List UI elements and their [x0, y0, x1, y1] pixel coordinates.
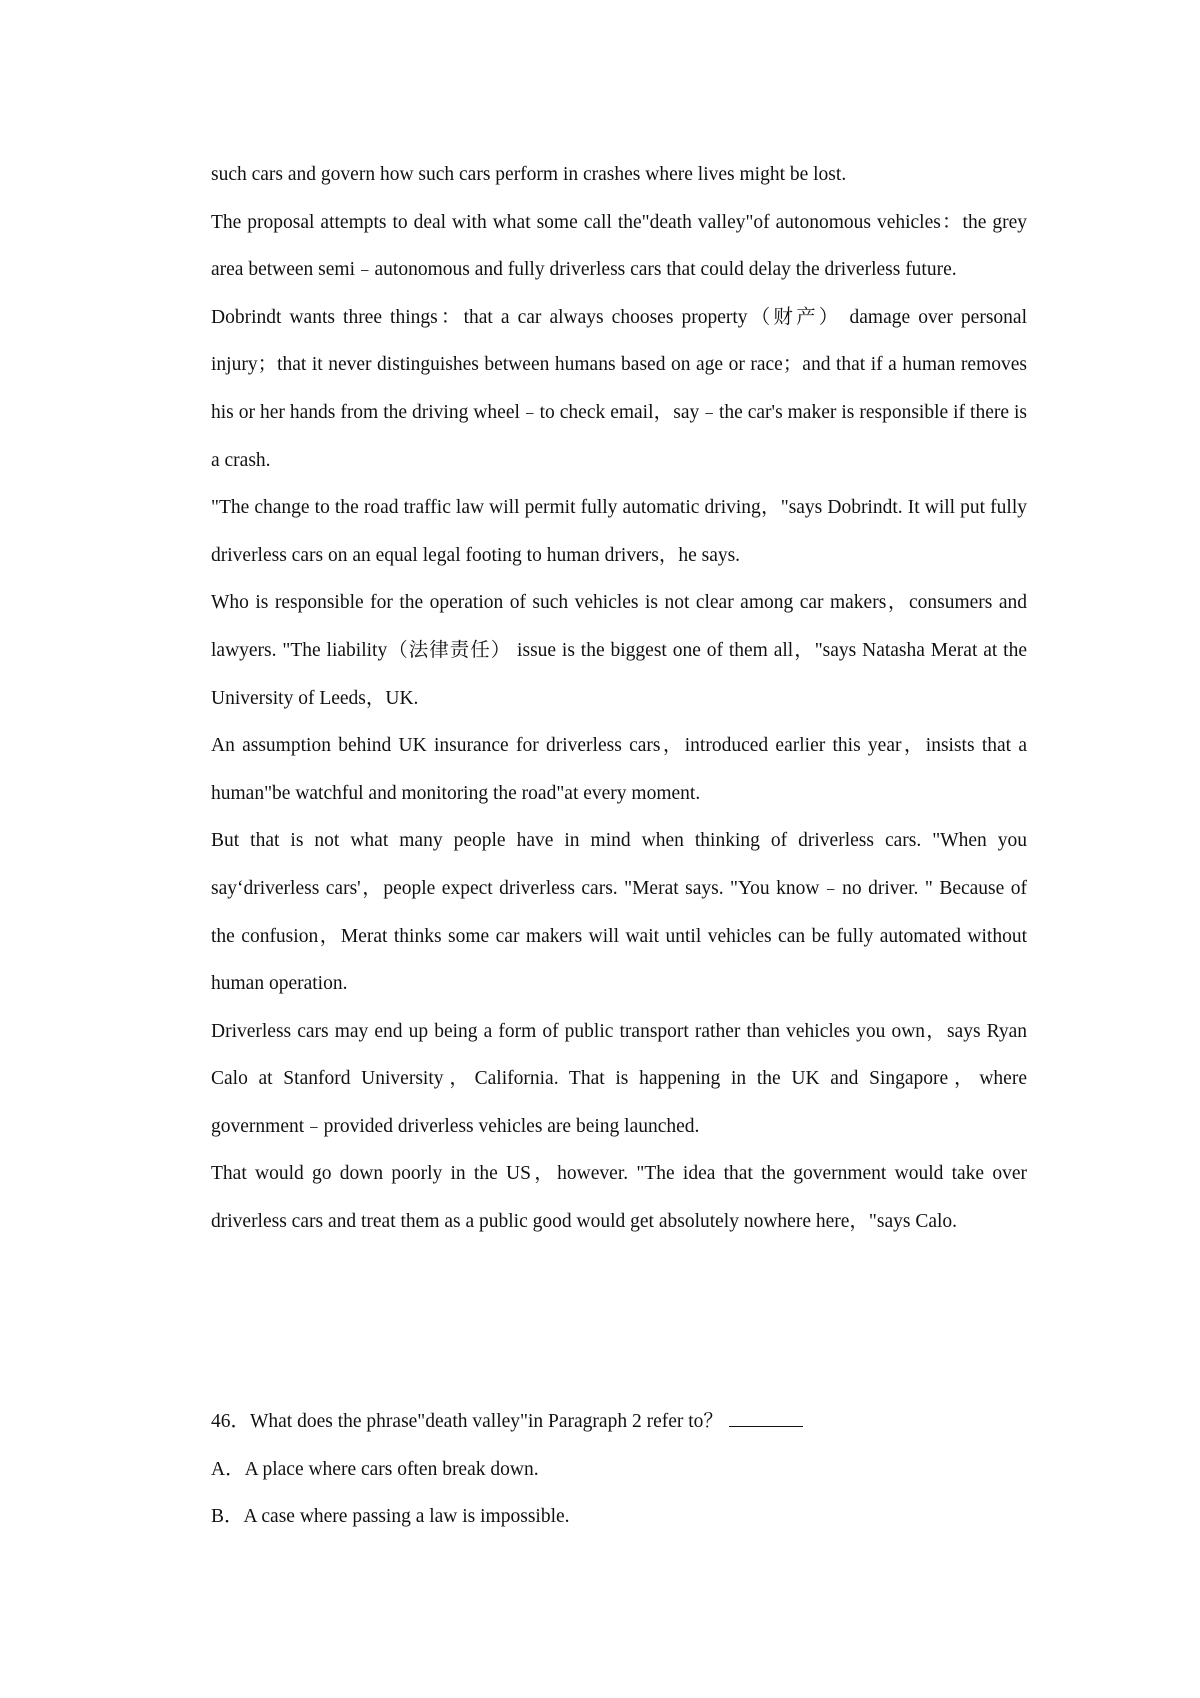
- paragraph-4: "The change to the road traffic law will permit fully automatic driving，"says Dobrindt. It will put fully driverless cars on an equal legal footing to human drivers，he says.: [211, 497, 1027, 566]
- paragraph-9: That would go down poorly in the US，however. "The idea that the government would take over driverless cars and treat them as a public good would get absolutely nowhere here，"says Calo.: [211, 1163, 1027, 1233]
- passage: [211, 151, 1027, 1246]
- option-b: B．A case where passing a law is impossible.: [211, 1506, 570, 1528]
- paragraph-5: Who is responsible for the operation of such vehicles is not clear among car makers，consumers and lawyers. "The liability（法律责任） issue is the biggest one of them all，"says Natasha Merat at the University of Leeds，UK.: [211, 592, 1027, 709]
- paragraph-7: But that is not what many people have in mind when thinking of driverless cars. "When you say‘driverless cars'，people expect driverless cars. "Merat says. "You know﹣no driver. " Because of the confusion，Merat thinks some car makers will wait until vehicles can be fully automated without human operation.: [211, 830, 1027, 995]
- question-stem-text: 46．What does the phrase"death valley"in Paragraph 2 refer to？: [211, 1411, 723, 1432]
- paragraph-8: Driverless cars may end up being a form of public transport rather than vehicles you own，says Ryan Calo at Stanford University，California. That is happening in the UK and Singapore，where government﹣provided driverless vehicles are being launched.: [211, 1020, 1027, 1137]
- paragraph-3: Dobrindt wants three things：that a car always chooses property（财产） damage over personal injury；that it never distinguishes between humans based on age or race；and that if a human removes his or her hands from the driving wheel﹣to check email，say﹣the car's maker is responsible if there is a crash.: [211, 306, 1027, 471]
- question-stem: [211, 1398, 1027, 1446]
- answer-blank: [729, 1408, 803, 1427]
- option-a: A．A place where cars often break down.: [211, 1458, 539, 1480]
- paragraph-2: The proposal attempts to deal with what some call the"death valley"of autonomous vehicles：the grey area between semi﹣autonomous and fully driverless cars that could delay the driverless future.: [211, 211, 1027, 281]
- question-46: [211, 1398, 1027, 1541]
- paragraph-6: An assumption behind UK insurance for driverless cars，introduced earlier this year，insists that a human"be watchful and monitoring the road"at every moment.: [211, 735, 1027, 804]
- paragraph-1: such cars and govern how such cars perform in crashes where lives might be lost.: [211, 164, 847, 185]
